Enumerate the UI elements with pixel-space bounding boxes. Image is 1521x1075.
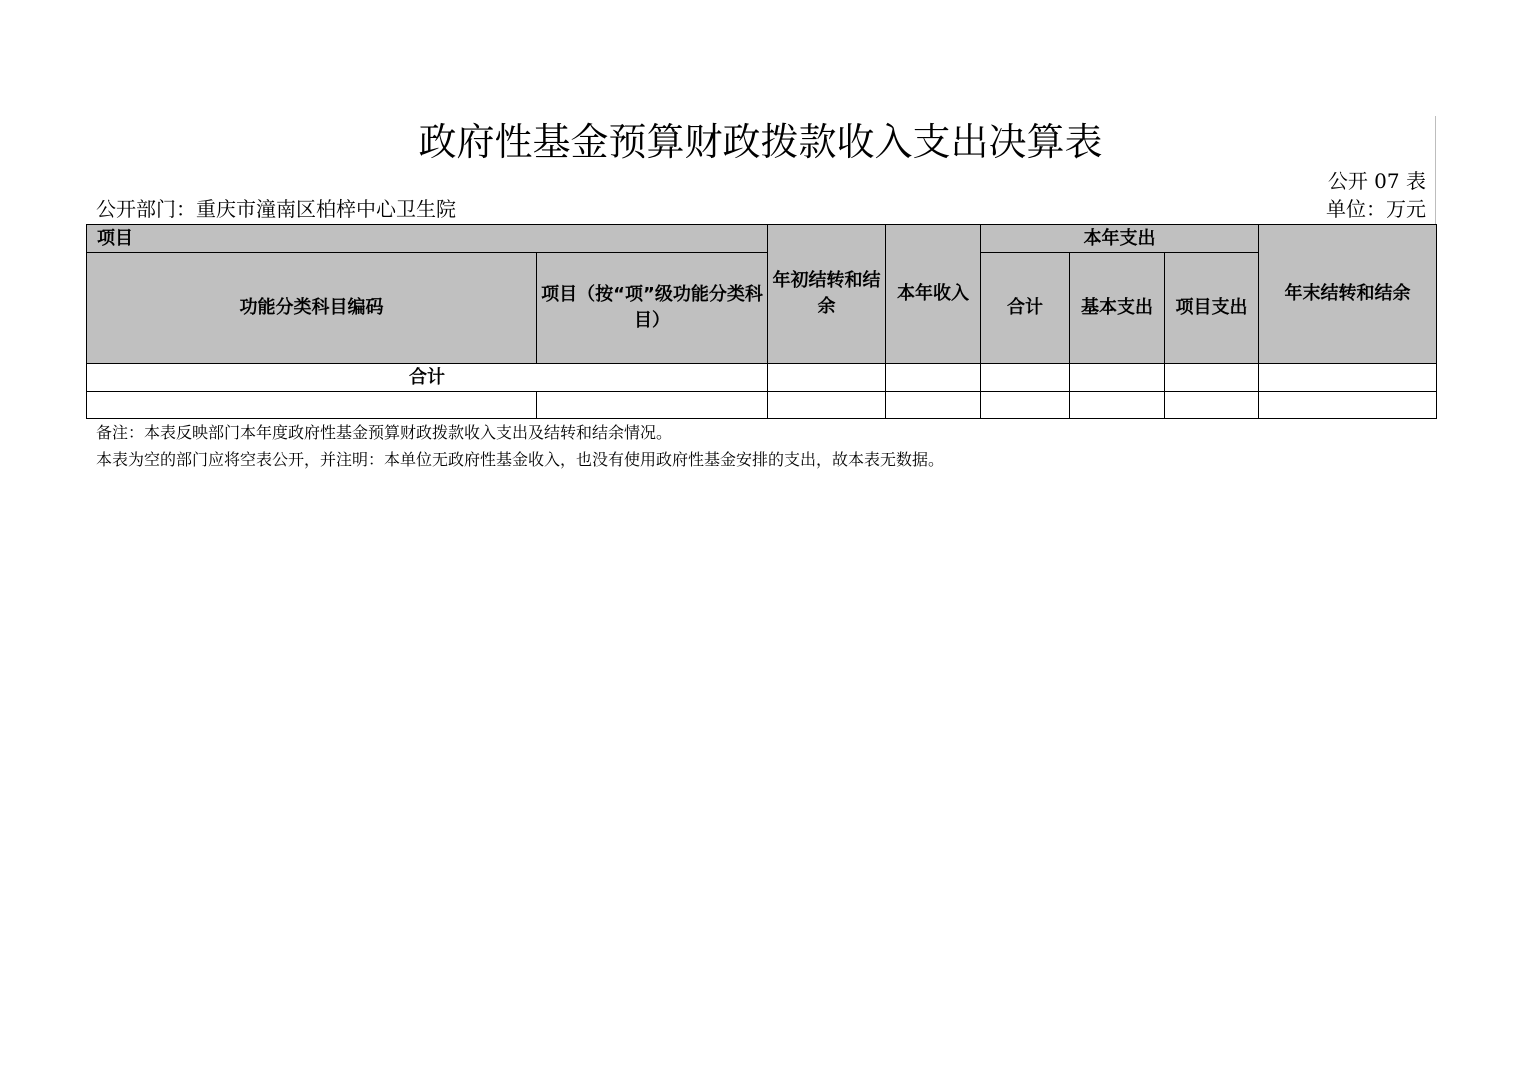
header-expense-project: 项目支出 [1165, 253, 1259, 364]
note-line-2: 本表为空的部门应将空表公开，并注明：本单位无政府性基金收入，也没有使用政府性基金安排的支出，故本表无数据。 [96, 450, 945, 469]
total-expense-total-cell [981, 364, 1070, 392]
row-begin-balance-cell [768, 392, 886, 419]
total-expense-basic-cell [1070, 364, 1165, 392]
total-expense-project-cell [1165, 364, 1259, 392]
budget-table [86, 224, 1437, 419]
row-item-name-cell [537, 392, 768, 419]
row-func-code-cell [87, 392, 537, 419]
row-expense-basic-cell [1070, 392, 1165, 419]
header-project: 项目 [87, 225, 768, 253]
row-income-cell [886, 392, 981, 419]
header-end-balance: 年末结转和结余 [1259, 225, 1437, 364]
header-expense-group: 本年支出 [981, 225, 1259, 253]
header-income: 本年收入 [886, 225, 981, 364]
unit-label: 单位：万元 [1326, 197, 1426, 221]
page-title: 政府性基金预算财政拨款收入支出决算表 [418, 120, 1103, 164]
total-end-balance-cell [1259, 364, 1437, 392]
header-item-name: 项目（按“项”级功能分类科目） [537, 253, 768, 364]
form-number: 公开 07 表 [1327, 169, 1426, 193]
row-end-balance-cell [1259, 392, 1437, 419]
header-expense-basic: 基本支出 [1070, 253, 1165, 364]
row-expense-project-cell [1165, 392, 1259, 419]
total-label: 合计 [87, 364, 768, 392]
header-func-code: 功能分类科目编码 [87, 253, 537, 364]
total-income-cell [886, 364, 981, 392]
row-expense-total-cell [981, 392, 1070, 419]
note-line-1: 备注：本表反映部门本年度政府性基金预算财政拨款收入支出及结转和结余情况。 [96, 423, 673, 442]
header-begin-balance: 年初结转和结余 [768, 225, 886, 364]
table-row [87, 392, 1437, 419]
department-label: 公开部门：重庆市潼南区柏梓中心卫生院 [96, 197, 456, 221]
header-expense-total: 合计 [981, 253, 1070, 364]
header-row-1 [87, 225, 1437, 253]
total-begin-balance-cell [768, 364, 886, 392]
header-row-2 [87, 253, 1437, 364]
total-row [87, 364, 1437, 392]
